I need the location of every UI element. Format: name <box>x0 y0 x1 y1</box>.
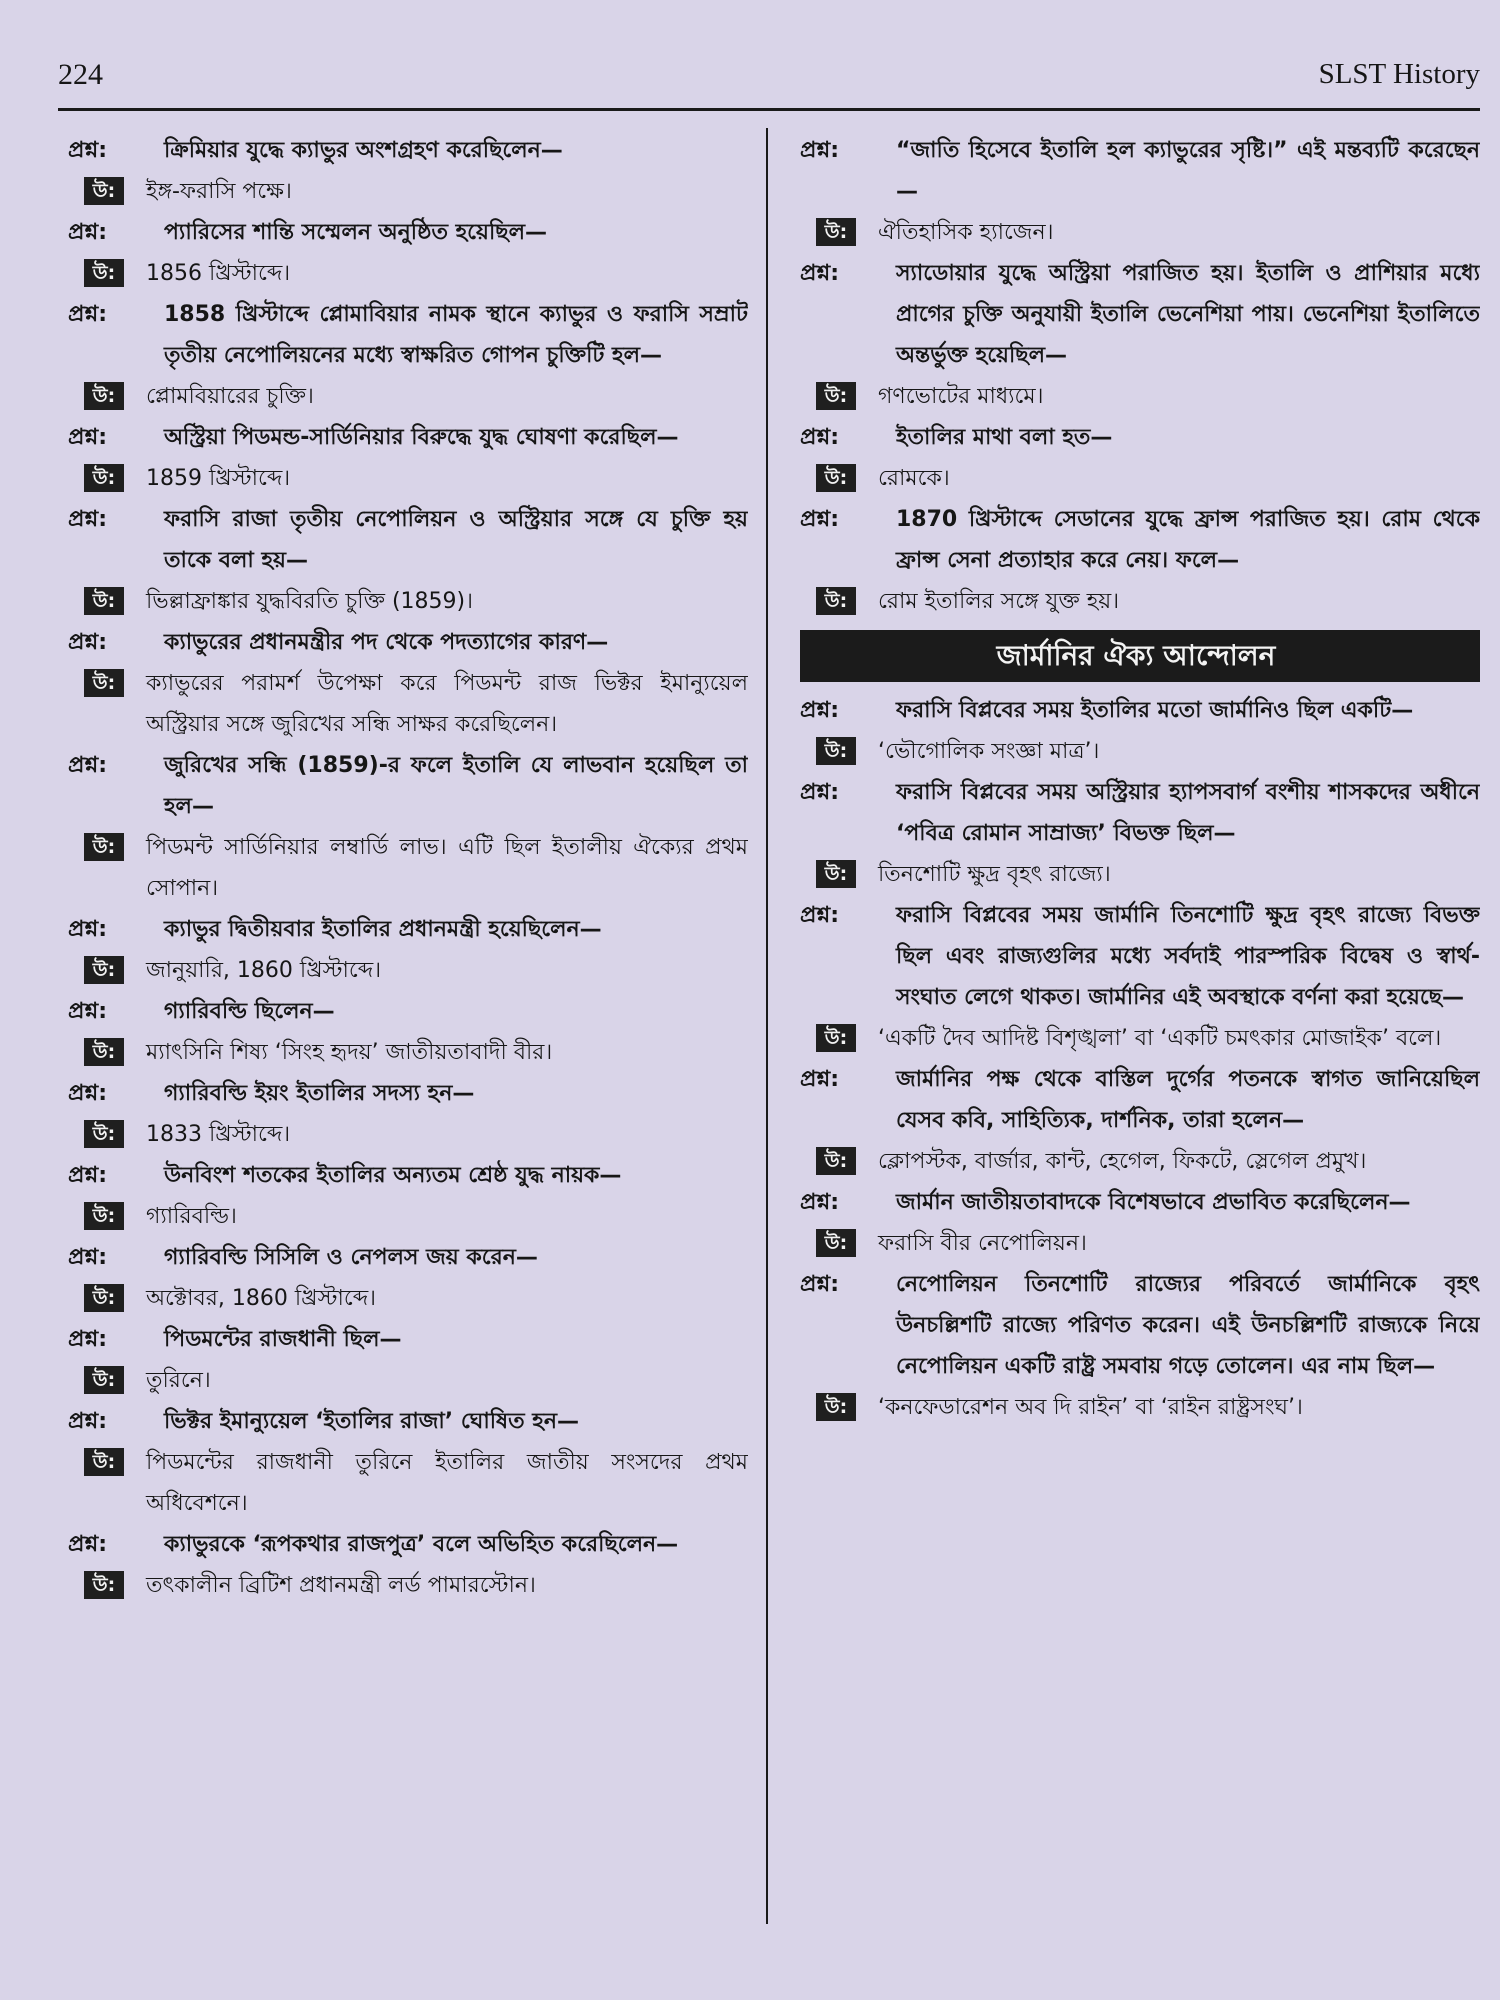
answer-text: 1856 খ্রিস্টাব্দে। <box>146 261 291 286</box>
question-row <box>800 1182 1480 1223</box>
answer-text: পিডমন্ট সার্ডিনিয়ার লম্বার্ডি লাভ। এটি ছিল ইতালীয় ঐক্যের প্রথম সোপান। <box>146 835 748 901</box>
question-row <box>68 499 748 581</box>
answer-row <box>800 854 1480 895</box>
answer-row <box>800 731 1480 772</box>
answer-text: তৎকালীন ব্রিটিশ প্রধানমন্ত্রী লর্ড পামারস্টোন। <box>146 1573 536 1598</box>
question-label: প্রশ্ন: <box>800 425 840 450</box>
answer-text: ফরাসি বীর নেপোলিয়ন। <box>878 1231 1087 1256</box>
answer-badge: উ: <box>816 1393 856 1421</box>
question-label: প্রশ্ন: <box>800 780 840 805</box>
qa-item <box>800 417 1480 499</box>
qa-item <box>68 499 748 622</box>
answer-row <box>800 458 1480 499</box>
answer-badge: উ: <box>84 1366 124 1394</box>
answer-row <box>68 950 748 991</box>
question-label: প্রশ্ন: <box>68 1163 108 1188</box>
qa-item <box>68 1319 748 1401</box>
qa-item <box>68 1237 748 1319</box>
answer-row <box>800 1018 1480 1059</box>
qa-item <box>800 772 1480 895</box>
question-label: প্রশ্ন: <box>800 903 840 928</box>
question-label: প্রশ্ন: <box>68 1245 108 1270</box>
question-label: প্রশ্ন: <box>68 753 108 778</box>
answer-badge: উ: <box>84 956 124 984</box>
answer-badge: উ: <box>84 1038 124 1066</box>
answer-row <box>68 1278 748 1319</box>
qa-item <box>800 895 1480 1059</box>
answer-row <box>800 376 1480 417</box>
qa-item <box>68 1401 748 1524</box>
question-label: প্রশ্ন: <box>68 425 108 450</box>
answer-row <box>68 827 748 909</box>
answer-badge: উ: <box>84 587 124 615</box>
page-header <box>58 58 1480 102</box>
question-text: ভিক্টর ইমান্যুয়েল ‘ইতালির রাজা’ ঘোষিত হন— <box>164 1409 579 1434</box>
answer-text: 1859 খ্রিস্টাব্দে। <box>146 466 291 491</box>
answer-badge: উ: <box>816 1147 856 1175</box>
question-text: ফরাসি রাজা তৃতীয় নেপোলিয়ন ও অস্ট্রিয়ার সঙ্গে যে চুক্তি হয় তাকে বলা হয়— <box>164 507 748 573</box>
question-row <box>68 622 748 663</box>
left-column <box>68 130 748 1930</box>
answer-row <box>68 253 748 294</box>
question-row <box>68 212 748 253</box>
qa-item <box>68 745 748 909</box>
question-text: ক্যাভুর দ্বিতীয়বার ইতালির প্রধানমন্ত্রী হয়েছিলেন— <box>164 917 602 942</box>
qa-item <box>68 1073 748 1155</box>
question-row <box>800 253 1480 376</box>
answer-row <box>68 581 748 622</box>
answer-text: তিনশোটি ক্ষুদ্র বৃহৎ রাজ্যে। <box>878 862 1111 887</box>
question-row <box>800 1059 1480 1141</box>
question-label: প্রশ্ন: <box>68 630 108 655</box>
answer-badge: উ: <box>816 737 856 765</box>
question-label: প্রশ্ন: <box>800 1190 840 1215</box>
answer-row <box>800 1141 1480 1182</box>
answer-text: তুরিনে। <box>146 1368 211 1393</box>
page-number: 224 <box>58 58 103 91</box>
answer-text: রোমকে। <box>878 466 950 491</box>
question-label: প্রশ্ন: <box>800 138 840 163</box>
question-text: গ্যারিবল্ডি সিসিলি ও নেপলস জয় করেন— <box>164 1245 538 1270</box>
answer-text: রোম ইতালির সঙ্গে যুক্ত হয়। <box>878 589 1120 614</box>
question-text: ক্যাভুরের প্রধানমন্ত্রীর পদ থেকে পদত্যাগের কারণ— <box>164 630 609 655</box>
answer-badge: উ: <box>84 177 124 205</box>
question-row <box>68 130 748 171</box>
question-row <box>68 1073 748 1114</box>
column-divider <box>766 128 768 1924</box>
question-label: প্রশ্ন: <box>800 1272 840 1297</box>
answer-badge: উ: <box>84 464 124 492</box>
answer-badge: উ: <box>816 860 856 888</box>
question-row <box>800 130 1480 212</box>
question-label: প্রশ্ন: <box>68 999 108 1024</box>
qa-item <box>68 130 748 212</box>
answer-row <box>68 376 748 417</box>
question-text: নেপোলিয়ন তিনশোটি রাজ্যের পরিবর্তে জার্মানিকে বৃহৎ উনচল্লিশটি রাজ্যে পরিণত করেন। এই উনচল্লিশটি রাজ্যকে নিয়ে নেপোলিয়ন একটি রাষ্ট্র সমবায় গড়ে তোলেন। এর নাম ছিল— <box>896 1272 1480 1379</box>
answer-badge: উ: <box>84 1448 124 1476</box>
question-text: স্যাডোয়ার যুদ্ধে অস্ট্রিয়া পরাজিত হয়। ইতালি ও প্রাশিয়ার মধ্যে প্রাগের চুক্তি অনুযায়ী ইতালি ভেনেশিয়া পায়। ভেনেশিয়া ইতালিতে অন্তর্ভুক্ত হয়েছিল— <box>896 261 1480 368</box>
question-text: অস্ট্রিয়া পিডমন্ড-সার্ডিনিয়ার বিরুদ্ধে যুদ্ধ ঘোষণা করেছিল— <box>164 425 679 450</box>
question-row <box>68 909 748 950</box>
answer-row <box>800 212 1480 253</box>
answer-text: ম্যাৎসিনি শিষ্য ‘সিংহ হৃদয়’ জাতীয়তাবাদী বীর। <box>146 1040 553 1065</box>
question-row <box>68 991 748 1032</box>
answer-badge: উ: <box>816 587 856 615</box>
question-row <box>800 895 1480 1018</box>
question-label: প্রশ্ন: <box>68 1327 108 1352</box>
answer-badge: উ: <box>816 464 856 492</box>
answer-text: ভিল্লাফ্রাঙ্কার যুদ্ধবিরতি চুক্তি (1859)। <box>146 589 473 614</box>
question-text: 1870 খ্রিস্টাব্দে সেডানের যুদ্ধে ফ্রান্স পরাজিত হয়। রোম থেকে ফ্রান্স সেনা প্রত্যাহার করে নেয়। ফলে— <box>896 507 1480 573</box>
answer-row <box>68 1565 748 1606</box>
question-text: ফরাসি বিপ্লবের সময় অস্ট্রিয়ার হ্যাপসবার্গ বংশীয় শাসকদের অধীনে ‘পবিত্র রোমান সাম্রাজ্য’ বিভক্ত ছিল— <box>896 780 1480 846</box>
answer-row <box>68 458 748 499</box>
question-text: ফরাসি বিপ্লবের সময় ইতালির মতো জার্মানিও ছিল একটি— <box>896 698 1414 723</box>
question-row <box>68 1237 748 1278</box>
question-row <box>68 1524 748 1565</box>
question-text: 1858 খ্রিস্টাব্দে প্লোমাবিয়ার নামক স্থানে ক্যাভুর ও ফরাসি সম্রাট তৃতীয় নেপোলিয়নের মধ্যে স্বাক্ষরিত গোপন চুক্তিটি হল— <box>164 302 748 368</box>
qa-item <box>800 1059 1480 1182</box>
answer-row <box>68 1114 748 1155</box>
answer-row <box>68 1442 748 1524</box>
answer-text: 1833 খ্রিস্টাব্দে। <box>146 1122 291 1147</box>
answer-badge: উ: <box>816 218 856 246</box>
answer-badge: উ: <box>816 382 856 410</box>
question-text: ইতালির মাথা বলা হত— <box>896 425 1113 450</box>
answer-text: ‘ভৌগোলিক সংজ্ঞা মাত্র’। <box>878 739 1100 764</box>
question-text: পিডমন্টের রাজধানী ছিল— <box>164 1327 402 1352</box>
question-text: ক্যাভুরকে ‘রূপকথার রাজপুত্র’ বলে অভিহিত করেছিলেন— <box>164 1532 679 1557</box>
question-text: ক্রিমিয়ার যুদ্ধে ক্যাভুর অংশগ্রহণ করেছিলেন— <box>164 138 563 163</box>
question-text: জুরিখের সন্ধি (1859)-র ফলে ইতালি যে লাভবান হয়েছিল তা হল— <box>164 753 748 819</box>
qa-item <box>800 1182 1480 1264</box>
right-column <box>800 130 1480 1930</box>
question-label: প্রশ্ন: <box>68 917 108 942</box>
answer-text: ক্লোপস্টক, বার্জার, কান্ট, হেগেল, ফিকটে, স্লেগেল প্রমুখ। <box>878 1149 1367 1174</box>
answer-text: ‘একটি দৈব আদিষ্ট বিশৃঙ্খলা’ বা ‘একটি চমৎকার মোজাইক’ বলে। <box>878 1026 1442 1051</box>
question-text: জার্মানির পক্ষ থেকে বাস্তিল দুর্গের পতনকে স্বাগত জানিয়েছিল যেসব কবি, সাহিত্যিক, দার্শনিক, তারা হলেন— <box>896 1067 1480 1133</box>
question-label: প্রশ্ন: <box>68 1409 108 1434</box>
question-text: গ্যারিবল্ডি ইয়ং ইতালির সদস্য হন— <box>164 1081 475 1106</box>
question-label: প্রশ্ন: <box>68 507 108 532</box>
question-label: প্রশ্ন: <box>800 507 840 532</box>
question-text: জার্মান জাতীয়তাবাদকে বিশেষভাবে প্রভাবিত করেছিলেন— <box>896 1190 1411 1215</box>
question-row <box>68 1401 748 1442</box>
answer-badge: উ: <box>84 1202 124 1230</box>
question-label: প্রশ্ন: <box>68 1081 108 1106</box>
answer-badge: উ: <box>84 1120 124 1148</box>
question-text: “জাতি হিসেবে ইতালি হল ক্যাভুরের সৃষ্টি।” এই মন্তব্যটি করেছেন— <box>896 138 1480 204</box>
question-label: প্রশ্ন: <box>68 1532 108 1557</box>
answer-row <box>68 663 748 745</box>
answer-badge: উ: <box>84 1284 124 1312</box>
answer-text: পিডমন্টের রাজধানী তুরিনে ইতালির জাতীয় সংসদের প্রথম অধিবেশনে। <box>146 1450 748 1516</box>
answer-text: অক্টোবর, 1860 খ্রিস্টাব্দে। <box>146 1286 377 1311</box>
answer-row <box>800 1387 1480 1428</box>
answer-row <box>800 1223 1480 1264</box>
qa-item <box>800 253 1480 417</box>
answer-row <box>68 1032 748 1073</box>
answer-text: ক্যাভুরের পরামর্শ উপেক্ষা করে পিডমন্ট রাজ ভিক্টর ইমান্যুয়েল অস্ট্রিয়ার সঙ্গে জুরিখের সন্ধি সাক্ষর করেছিলেন। <box>146 671 748 737</box>
question-row <box>800 772 1480 854</box>
right-column-top <box>800 130 1480 622</box>
qa-item <box>68 212 748 294</box>
answer-row <box>800 581 1480 622</box>
header-rule <box>58 108 1480 111</box>
answer-badge: উ: <box>84 669 124 697</box>
answer-badge: উ: <box>816 1024 856 1052</box>
answer-badge: উ: <box>84 382 124 410</box>
question-row <box>68 294 748 376</box>
answer-row <box>68 1360 748 1401</box>
question-label: প্রশ্ন: <box>68 302 108 327</box>
qa-item <box>68 1155 748 1237</box>
answer-text: গণভোটের মাধ্যমে। <box>878 384 1044 409</box>
answer-badge: উ: <box>84 259 124 287</box>
answer-badge: উ: <box>84 833 124 861</box>
answer-badge: উ: <box>816 1229 856 1257</box>
answer-text: জানুয়ারি, 1860 খ্রিস্টাব্দে। <box>146 958 382 983</box>
answer-row <box>68 171 748 212</box>
answer-text: ইঙ্গ-ফরাসি পক্ষে। <box>146 179 292 204</box>
question-row <box>68 1155 748 1196</box>
question-text: গ্যারিবল্ডি ছিলেন— <box>164 999 335 1024</box>
question-label: প্রশ্ন: <box>800 698 840 723</box>
question-row <box>800 690 1480 731</box>
question-row <box>800 1264 1480 1387</box>
answer-text: প্লোমবিয়ারের চুক্তি। <box>146 384 314 409</box>
question-label: প্রশ্ন: <box>800 1067 840 1092</box>
answer-text: ঐতিহাসিক হ্যাজেন। <box>878 220 1054 245</box>
question-text: প্যারিসের শান্তি সম্মেলন অনুষ্ঠিত হয়েছিল— <box>164 220 547 245</box>
question-row <box>800 499 1480 581</box>
right-column-bottom <box>800 690 1480 1428</box>
question-label: প্রশ্ন: <box>68 138 108 163</box>
question-text: উনবিংশ শতকের ইতালির অন্যতম শ্রেষ্ঠ যুদ্ধ নায়ক— <box>164 1163 622 1188</box>
question-row <box>68 1319 748 1360</box>
answer-text: ‘কনফেডারেশন অব দি রাইন’ বা ‘রাইন রাষ্ট্রসংঘ’। <box>878 1395 1303 1420</box>
book-title: SLST History <box>1318 58 1480 90</box>
qa-item <box>800 499 1480 622</box>
qa-item <box>800 130 1480 253</box>
qa-item <box>68 1524 748 1606</box>
qa-item <box>68 294 748 417</box>
question-label: প্রশ্ন: <box>68 220 108 245</box>
question-row <box>68 417 748 458</box>
qa-item <box>68 909 748 991</box>
answer-badge: উ: <box>84 1571 124 1599</box>
qa-item <box>68 417 748 499</box>
question-row <box>800 417 1480 458</box>
section-heading: জার্মানির ঐক্য আন্দোলন <box>800 630 1480 682</box>
qa-item <box>800 690 1480 772</box>
qa-item <box>68 622 748 745</box>
question-label: প্রশ্ন: <box>800 261 840 286</box>
qa-item <box>68 991 748 1073</box>
question-text: ফরাসি বিপ্লবের সময় জার্মানি তিনশোটি ক্ষুদ্র বৃহৎ রাজ্যে বিভক্ত ছিল এবং রাজ্যগুলির মধ্যে সর্বদাই পারস্পরিক বিদ্বেষ ও স্বার্থ-সংঘাত লেগে থাকত। জার্মানির এই অবস্থাকে বর্ণনা করা হয়েছে— <box>896 903 1480 1010</box>
qa-item <box>800 1264 1480 1428</box>
answer-row <box>68 1196 748 1237</box>
question-row <box>68 745 748 827</box>
answer-text: গ্যারিবল্ডি। <box>146 1204 237 1229</box>
